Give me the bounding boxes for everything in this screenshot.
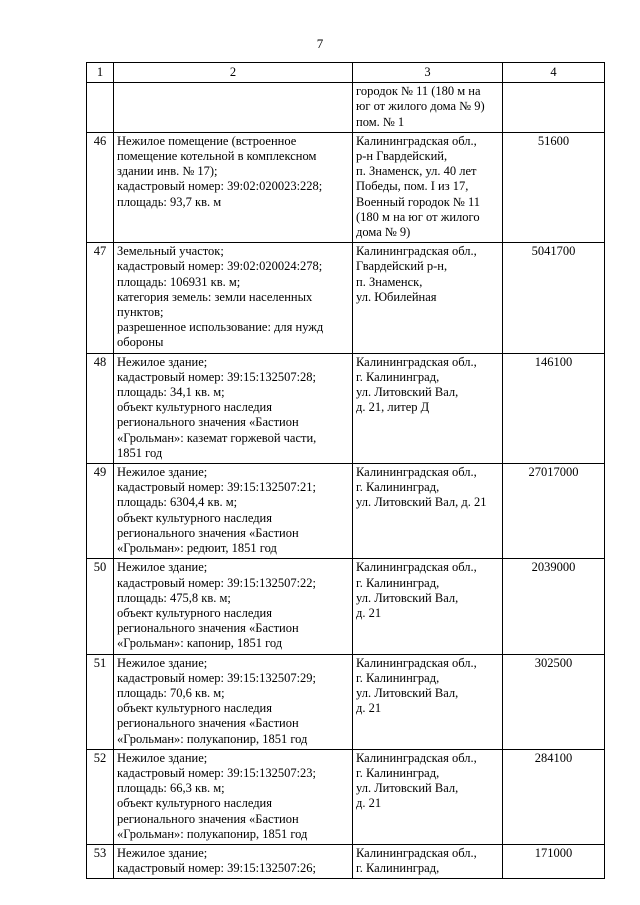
property-table [86, 62, 605, 879]
object-address [353, 243, 503, 353]
description-line: кадастровый номер: 39:15:132507:26; [117, 861, 317, 876]
address-line: п. Знаменск, [356, 274, 423, 289]
description-line: регионального значения «Бастион [117, 716, 299, 731]
table-row [87, 654, 605, 749]
object-address [353, 83, 503, 133]
address-line: городок № 11 (180 м на [356, 84, 481, 99]
row-number [87, 83, 114, 133]
address-line: ул. Литовский Вал, [356, 385, 459, 400]
object-value: 302500 [503, 654, 605, 749]
object-value: 2039000 [503, 559, 605, 654]
table-row [87, 353, 605, 463]
address-line: Победы, пом. I из 17, [356, 179, 469, 194]
page-number: 7 [316, 36, 324, 51]
description-line: кадастровый номер: 39:15:132507:22; [117, 575, 317, 590]
address-line: р-н Гвардейский, [356, 149, 448, 164]
object-description [114, 654, 353, 749]
object-address [353, 353, 503, 463]
description-line: Земельный участок; [117, 244, 224, 259]
description-line: площадь: 34,1 кв. м; [117, 385, 225, 400]
object-address [353, 844, 503, 878]
object-description [114, 132, 353, 242]
description-line: 1851 год [117, 445, 163, 460]
object-address [353, 132, 503, 242]
description-line: объект культурного наследия [117, 400, 272, 415]
address-line: Калининградская обл., [356, 845, 477, 860]
table-row [87, 132, 605, 242]
description-line: площадь: 70,6 кв. м; [117, 685, 225, 700]
object-description [114, 844, 353, 878]
object-value: 5041700 [503, 243, 605, 353]
table-row [87, 749, 605, 844]
object-description [114, 749, 353, 844]
table-row [87, 464, 605, 559]
column-header-1: 1 [87, 63, 114, 83]
object-address [353, 654, 503, 749]
description-line: кадастровый номер: 39:15:132507:29; [117, 670, 317, 685]
description-line: кадастровый номер: 39:02:020023:228; [117, 179, 323, 194]
address-line: дома № 9) [356, 225, 411, 240]
table-body [87, 83, 605, 879]
address-line: г. Калининград, [356, 765, 440, 780]
address-line: ул. Юбилейная [356, 289, 437, 304]
table-row [87, 559, 605, 654]
object-value: 284100 [503, 749, 605, 844]
description-line: кадастровый номер: 39:15:132507:21; [117, 480, 317, 495]
object-value: 27017000 [503, 464, 605, 559]
address-line: г. Калининград, [356, 575, 440, 590]
description-line: объект культурного наследия [117, 701, 272, 716]
address-line: Калининградская обл., [356, 750, 477, 765]
address-line: Гвардейский р-н, [356, 259, 448, 274]
object-description [114, 83, 353, 133]
address-line: Военный городок № 11 [356, 194, 480, 209]
description-line: кадастровый номер: 39:15:132507:23; [117, 765, 317, 780]
table-row [87, 243, 605, 353]
address-line: г. Калининград, [356, 861, 440, 876]
description-line: пунктов; [117, 305, 164, 320]
description-line: разрешенное использование: для нужд [117, 320, 324, 335]
object-value [503, 83, 605, 133]
description-line: «Грольман»: редюит, 1851 год [117, 541, 277, 556]
address-line: Калининградская обл., [356, 560, 477, 575]
description-line: площадь: 6304,4 кв. м; [117, 495, 238, 510]
address-line: г. Калининград, [356, 480, 440, 495]
address-line: г. Калининград, [356, 369, 440, 384]
address-line: (180 м на юг от жилого [356, 209, 480, 224]
row-number: 50 [87, 559, 114, 654]
object-address [353, 559, 503, 654]
description-line: объект культурного наследия [117, 605, 272, 620]
description-line: регионального значения «Бастион [117, 811, 299, 826]
address-line: д. 21, литер Д [356, 400, 430, 415]
description-line: «Грольман»: капонир, 1851 год [117, 636, 283, 651]
object-address [353, 749, 503, 844]
address-line: ул. Литовский Вал, д. 21 [356, 495, 487, 510]
table-row [87, 83, 605, 133]
address-line: Калининградская обл., [356, 465, 477, 480]
description-line: Нежилое здание; [117, 465, 208, 480]
address-line: Калининградская обл., [356, 244, 477, 259]
description-line: Нежилое здание; [117, 655, 208, 670]
description-line: объект культурного наследия [117, 510, 272, 525]
description-line: «Грольман»: каземат горжевой части, [117, 430, 317, 445]
description-line: Нежилое здание; [117, 560, 208, 575]
object-description [114, 559, 353, 654]
row-number: 49 [87, 464, 114, 559]
description-line: здании инв. № 17); [117, 164, 218, 179]
description-line: Нежилое здание; [117, 354, 208, 369]
address-line: п. Знаменск, ул. 40 лет [356, 164, 477, 179]
address-line: д. 21 [356, 701, 382, 716]
address-line: юг от жилого дома № 9) [356, 99, 485, 114]
address-line: Калининградская обл., [356, 133, 477, 148]
description-line: кадастровый номер: 39:15:132507:28; [117, 369, 317, 384]
address-line: ул. Литовский Вал, [356, 685, 459, 700]
address-line: Калининградская обл., [356, 655, 477, 670]
description-line: площадь: 93,7 кв. м [117, 194, 222, 209]
description-line: объект культурного наследия [117, 796, 272, 811]
address-line: д. 21 [356, 796, 382, 811]
table-header-row [87, 63, 605, 83]
object-value: 171000 [503, 844, 605, 878]
address-line: д. 21 [356, 605, 382, 620]
description-line: регионального значения «Бастион [117, 415, 299, 430]
address-line: ул. Литовский Вал, [356, 590, 459, 605]
address-line: г. Калининград, [356, 670, 440, 685]
description-line: помещение котельной в комплексном [117, 149, 317, 164]
description-line: регионального значения «Бастион [117, 525, 299, 540]
address-line: Калининградская обл., [356, 354, 477, 369]
description-line: категория земель: земли населенных [117, 289, 313, 304]
description-line: Нежилое здание; [117, 845, 208, 860]
table-row [87, 844, 605, 878]
description-line: площадь: 475,8 кв. м; [117, 590, 231, 605]
description-line: обороны [117, 335, 164, 350]
object-address [353, 464, 503, 559]
description-line: площадь: 106931 кв. м; [117, 274, 241, 289]
object-description [114, 353, 353, 463]
row-number: 51 [87, 654, 114, 749]
address-line: ул. Литовский Вал, [356, 781, 459, 796]
row-number: 52 [87, 749, 114, 844]
row-number: 53 [87, 844, 114, 878]
description-line: «Грольман»: полукапонир, 1851 год [117, 826, 308, 841]
description-line: Нежилое помещение (встроенное [117, 133, 297, 148]
address-line: пом. № 1 [356, 114, 405, 129]
description-line: Нежилое здание; [117, 750, 208, 765]
object-value: 146100 [503, 353, 605, 463]
description-line: «Грольман»: полукапонир, 1851 год [117, 731, 308, 746]
object-description [114, 464, 353, 559]
row-number: 48 [87, 353, 114, 463]
object-value: 51600 [503, 132, 605, 242]
row-number: 47 [87, 243, 114, 353]
description-line: регионального значения «Бастион [117, 621, 299, 636]
column-header-4: 4 [503, 63, 605, 83]
object-description [114, 243, 353, 353]
column-header-3: 3 [353, 63, 503, 83]
description-line: кадастровый номер: 39:02:020024:278; [117, 259, 323, 274]
description-line: площадь: 66,3 кв. м; [117, 781, 225, 796]
column-header-2: 2 [114, 63, 353, 83]
row-number: 46 [87, 132, 114, 242]
